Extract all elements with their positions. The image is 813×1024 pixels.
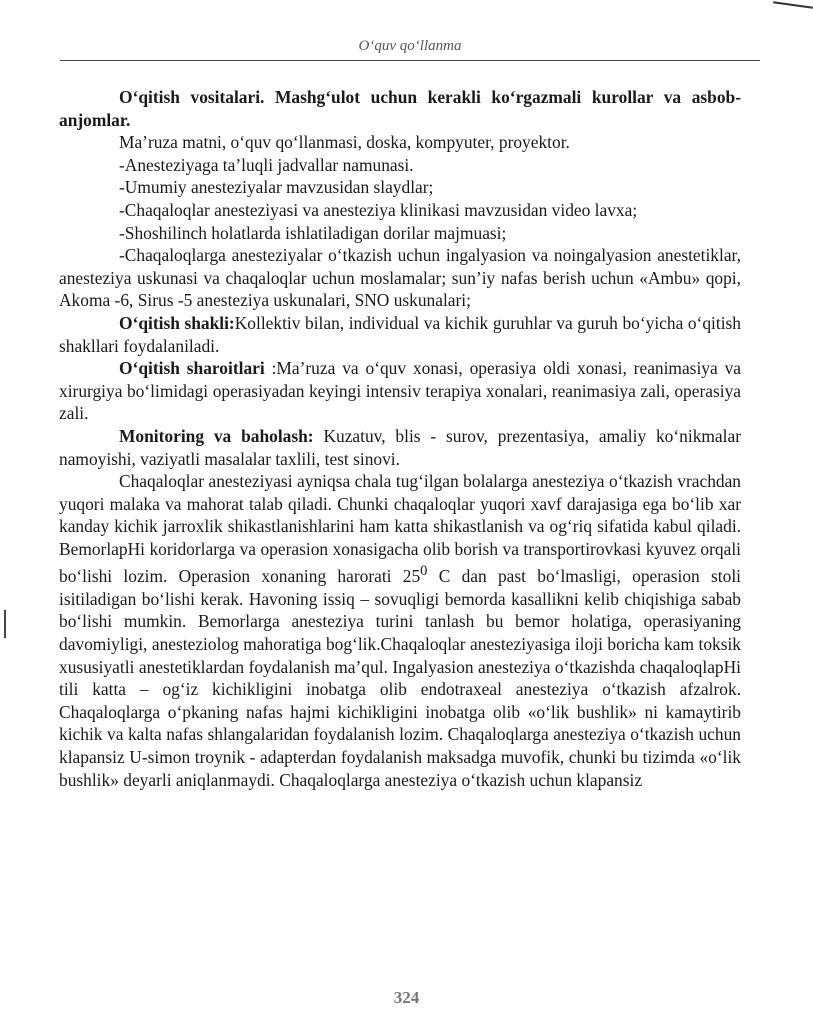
paragraph: -Umumiy anesteziyalar mavzusidan slaydlar;	[119, 177, 434, 198]
paragraph: -Shoshilinch holatlarda ishlatiladigan dorilar majmuasi;	[119, 222, 507, 243]
running-header: O‘quv qo‘llanma	[358, 38, 462, 54]
body-paragraph: Chaqaloqlar anesteziyasi ayniqsa chala tug‘ilgan bolalarga anesteziya o‘tkazish vrachdan yuqori malaka va mahorat talab qiladi. Chunki chaqaloqlar yuqori xavf darajasiga ega bo‘lib xar kanday kichik jarroxlik shikastlanishlarini ham katta shikastlanish va og‘riq sifatida kabul qiladi. BemorlapHi koridorlarga va operasion xonasigacha olib borish va transportirovkasi kyuvez orqali bo‘lishi lozim. Operasion xonaning harorati $25^0$ C dan past bo‘lmasligi, operasion stoli isitiladigan bo‘lishi kerak. Havoning issiq – sovuqligi bemorda kasallikni kelib chiqishiga sabab bo‘lishi mumkin. Bemorlarga anesteziya turini tanlash bu bemor holatiga, operasiyaning davomiyligi, anesteziolog mahoratiga bog‘lik.Chaqaloqlar anesteziyasiga iloji boricha kam toksik xususiyatli anestetiklardan foydalanish ma’qul. Ingalyasion anesteziya o‘tkazishda chaqaloqlapHi tili katta – og‘iz kichikligini inobatga olib endotraxeal anesteziya o‘tkazish afzalrok. Chaqaloqlarga o‘pkaning nafas hajmi kichikligini inobatga olib «o‘lik bushlik» ni kamaytirib kichik va kalta nafas shlangalaridan foydalanish lozim. Chaqaloqlarga anesteziya o‘tkazish uchun klapansiz U-simon troynik - adapterdan foydalanish maksadga muvofik, chunki bu tizimda «o‘lik bushlik» deyarli aniqlanmaydi. Chaqaloqlarga anesteziya o‘tkazish uchun klapansiz	[59, 471, 741, 790]
page-number: 324	[393, 988, 420, 1007]
paragraph: -Chaqaloqlar anesteziyasi va anesteziya klinikasi mavzusidan video lavxa;	[119, 199, 638, 220]
paragraph: Monitoring va baholash: Kuzatuv, blis - surov, prezentasiya, amaliy ko‘nikmalar namoyishi, vaziyatli masalalar taxlili, test sinovi.	[59, 425, 741, 469]
paragraph: O‘qitish shakli:Kollektiv bilan, individual va kichik guruhlar va guruh bo‘yicha o‘qitish shakllari foydalaniladi.	[59, 312, 741, 356]
page-content	[59, 86, 741, 791]
scan-corner-mark	[773, 1, 813, 9]
scan-margin-mark	[4, 610, 6, 638]
paragraph: Ma’ruza matni, o‘quv qo‘llanmasi, doska, kompyuter, proyektor.	[119, 132, 570, 153]
header-rule	[60, 60, 760, 61]
paragraph: -Anesteziyaga ta’luqli jadvallar namunasi.	[119, 154, 414, 175]
paragraph: -Chaqaloqlarga anesteziyalar o‘tkazish uchun ingalyasion va noingalyasion anestetiklar, anesteziya uskunasi va chaqaloqlar uchun moslamalar; sun’iy nafas berish uchun «Ambu» qopi, Akoma -6, Sirus -5 anesteziya uskunalari, SNO uskunalari;	[59, 245, 741, 311]
paragraph: O‘qitish sharoitlari :Ma’ruza va o‘quv xonasi, operasiya oldi xonasi, reanimasiya va xirurgiya bo‘limidagi operasiyadan keyingi intensiv terapiya xonalari, reanimasiya zali, operasiya zali.	[59, 358, 741, 424]
paragraph: O‘qitish vositalari. Mashg‘ulot uchun kerakli ko‘rgazmali kurollar va asbob-anjomlar.	[59, 87, 741, 130]
